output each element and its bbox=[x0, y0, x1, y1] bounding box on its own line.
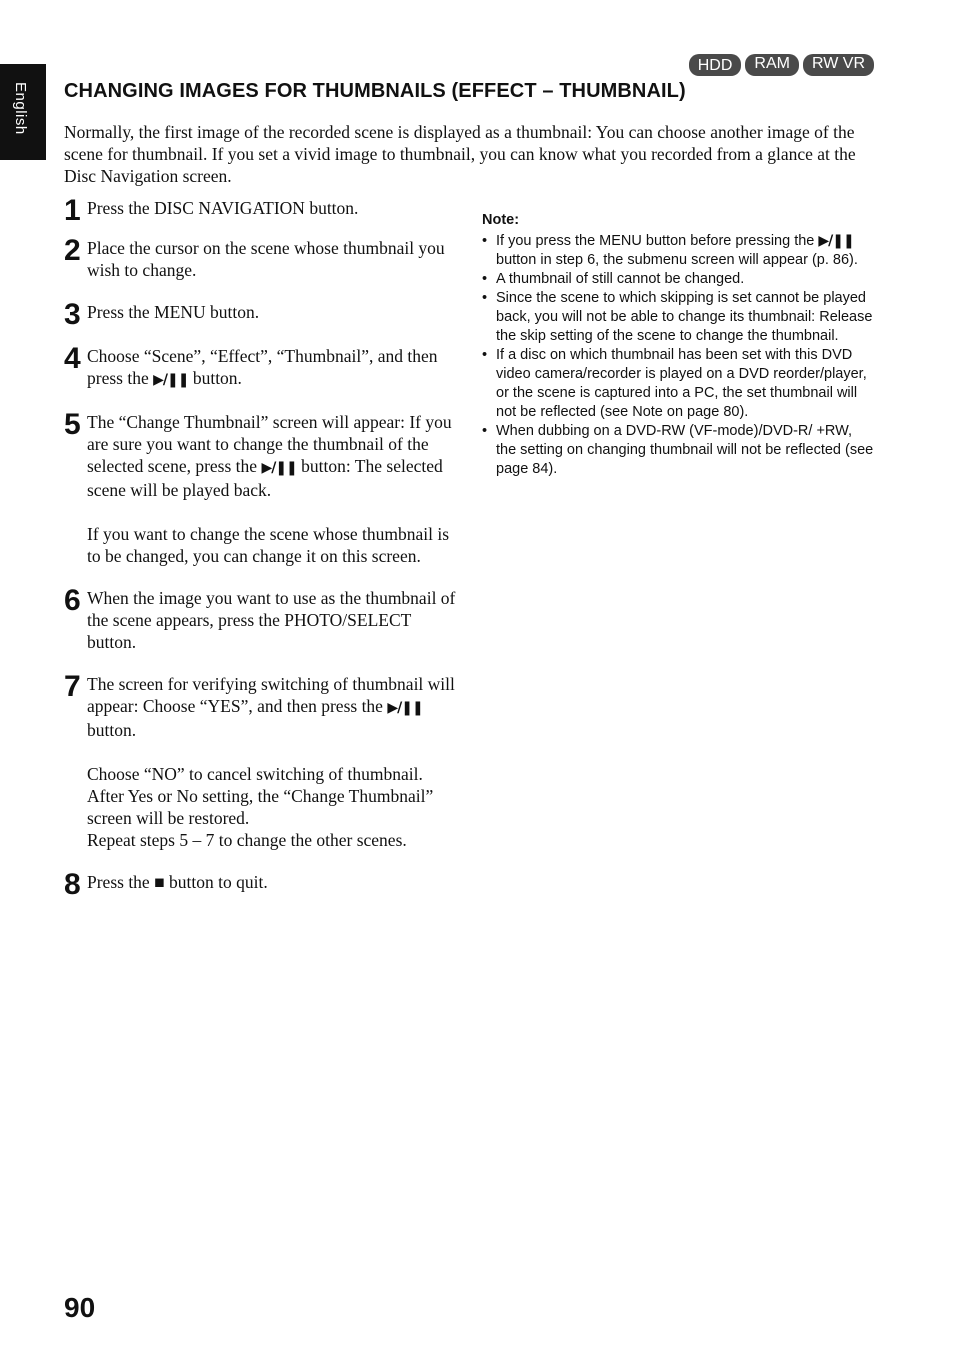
note-text: If you press the MENU button before pressing the bbox=[496, 233, 819, 249]
note-box bbox=[482, 211, 874, 479]
steps-list bbox=[64, 194, 464, 901]
language-tab bbox=[0, 64, 46, 160]
step-text: Press the DISC NAVIGATION button. bbox=[87, 198, 359, 218]
play-pause-icon: ▶/❚❚ bbox=[261, 460, 297, 476]
step-text-end: button: The selected scene will be played back. bbox=[87, 456, 443, 500]
stop-icon: ■ bbox=[154, 872, 165, 892]
note-text: Since the scene to which skipping is set cannot be played back, you will not be able to change its thumbnail: Release the skip setting of the scene to change the thumbnail. bbox=[496, 290, 873, 344]
step-text: When the image you want to use as the thumbnail of the scene appears, press the PHOTO/SELECT button. bbox=[87, 588, 456, 652]
note-item: • If you press the MENU button before pressing the ▶/❚❚ button in step 6, the submenu screen will appear (p. 86). bbox=[482, 233, 858, 268]
step-number: 2 bbox=[64, 234, 81, 267]
note-text-end: button in step 6, the submenu screen will appear (p. 86). bbox=[496, 252, 858, 268]
note-text: When dubbing on a DVD-RW (VF-mode)/DVD-R/ +RW, the setting on changing thumbnail will not be reflected (see page 84). bbox=[496, 423, 874, 477]
step-extra: After Yes or No setting, the “Change Thumbnail” screen will be restored. bbox=[87, 786, 434, 828]
step-8 bbox=[64, 868, 464, 901]
step-extra: If you want to change the scene whose thumbnail is to be changed, you can change it on this screen. bbox=[87, 524, 450, 566]
page-number: 90 bbox=[64, 1292, 96, 1323]
step-4 bbox=[64, 342, 464, 391]
step-number: 4 bbox=[64, 342, 81, 375]
step-6 bbox=[64, 584, 464, 653]
step-3 bbox=[64, 298, 464, 331]
language-label: English bbox=[12, 82, 29, 135]
step-number: 8 bbox=[64, 868, 81, 901]
badge-hdd: HDD bbox=[689, 54, 742, 76]
step-7 bbox=[64, 670, 464, 851]
play-pause-icon: ▶/❚❚ bbox=[153, 372, 189, 388]
step-text-end: button. bbox=[87, 720, 137, 740]
section-title: CHANGING IMAGES FOR THUMBNAILS (EFFECT – THUMBNAIL) bbox=[64, 80, 686, 102]
step-text-end: button. bbox=[188, 368, 242, 388]
step-number: 3 bbox=[64, 298, 81, 331]
note-item: • If a disc on which thumbnail has been set with this DVD video camera/recorder is played on a DVD reorder/player, or the scene is captured into a PC, the set thumbnail will not be reflected (see Note on page 80). bbox=[482, 347, 867, 420]
step-extra: Choose “NO” to cancel switching of thumbnail. bbox=[87, 764, 423, 784]
note-item: • Since the scene to which skipping is set cannot be played back, you will not be able to change its thumbnail: Release the skip setting of the scene to change the thumbnail. bbox=[482, 290, 873, 344]
play-pause-icon: ▶/❚❚ bbox=[818, 233, 854, 249]
note-item: • When dubbing on a DVD-RW (VF-mode)/DVD-R/ +RW, the setting on changing thumbnail will not be reflected (see page 84). bbox=[482, 423, 874, 477]
step-text: Choose “Scene”, “Effect”, “Thumbnail”, and then press the bbox=[87, 346, 438, 388]
note-item: • A thumbnail of still cannot be changed. bbox=[482, 271, 745, 287]
step-number: 6 bbox=[64, 584, 81, 617]
step-extra: Repeat steps 5 – 7 to change the other scenes. bbox=[87, 830, 407, 850]
intro-paragraph: Normally, the first image of the recorded scene is displayed as a thumbnail: You can choose another image of the scene for thumbnail. If you set a vivid image to thumbnail, you can know what you recorded from a glance at the Disc Navigation screen. bbox=[64, 122, 856, 186]
step-number: 7 bbox=[64, 670, 81, 703]
note-list bbox=[482, 232, 874, 479]
step-number: 5 bbox=[64, 408, 81, 441]
disc-type-badges bbox=[689, 54, 874, 76]
note-text: If a disc on which thumbnail has been set with this DVD video camera/recorder is played on a DVD reorder/player, or the scene is captured into a PC, the set thumbnail will not be reflected (see Note on page 80). bbox=[496, 347, 867, 420]
step-number: 1 bbox=[64, 194, 81, 227]
step-text: Press the bbox=[87, 872, 155, 892]
step-5 bbox=[64, 408, 464, 567]
step-text: The “Change Thumbnail” screen will appear: If you are sure you want to change the thumbnail of the selected scene, press the bbox=[87, 412, 452, 476]
note-text: A thumbnail of still cannot be changed. bbox=[496, 271, 745, 287]
play-pause-icon: ▶/❚❚ bbox=[387, 700, 423, 716]
step-text: Place the cursor on the scene whose thumbnail you wish to change. bbox=[87, 238, 445, 280]
step-2 bbox=[64, 234, 464, 281]
step-text-end: button to quit. bbox=[164, 872, 268, 892]
step-text: The screen for verifying switching of thumbnail will appear: Choose “YES”, and then press the bbox=[87, 674, 455, 716]
step-1 bbox=[64, 194, 464, 227]
step-text: Press the MENU button. bbox=[87, 302, 260, 322]
note-title: Note: bbox=[482, 212, 520, 228]
badge-rw-vr: RW VR bbox=[803, 54, 874, 76]
badge-ram: RAM bbox=[745, 54, 799, 76]
